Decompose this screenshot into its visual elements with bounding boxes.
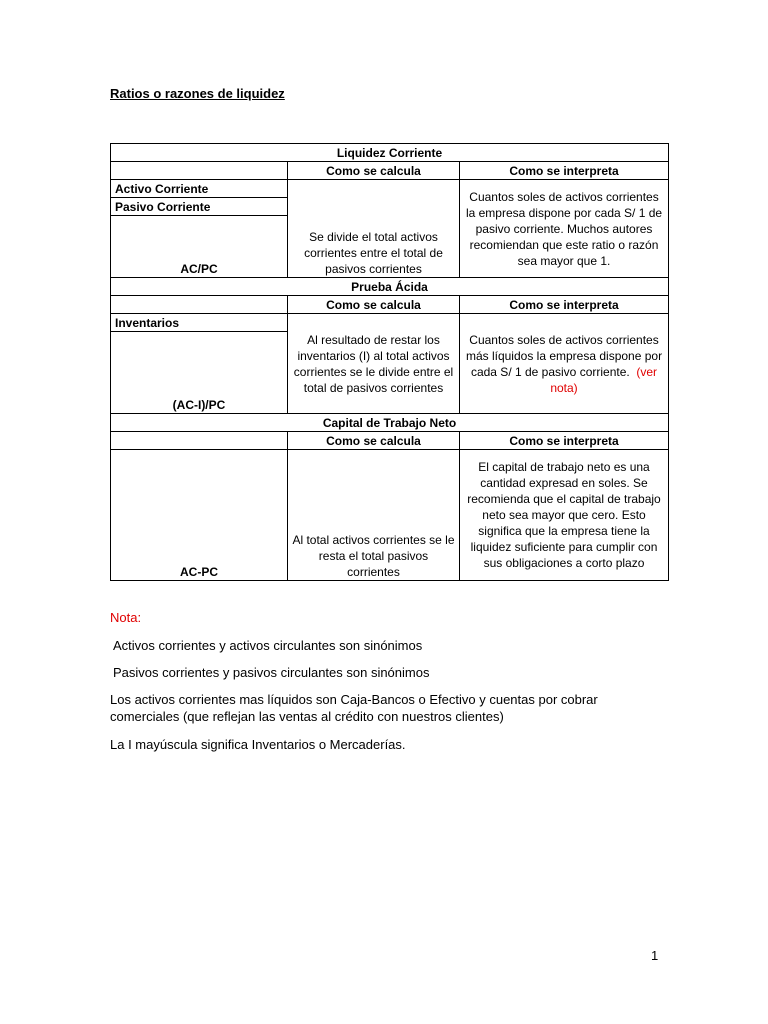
page-number: 1: [651, 948, 659, 963]
table-row: [111, 180, 669, 198]
formula-ac-pc-ratio: AC/PC: [111, 216, 288, 278]
section-header-prueba-acida: Prueba Ácida: [111, 278, 669, 296]
nota-line-1: Activos corrientes y activos circulantes son sinónimos: [113, 638, 423, 653]
column-header-como-se-interpreta: Como se interpreta: [460, 296, 669, 314]
section-header-liquidez-corriente: Liquidez Corriente: [111, 144, 669, 162]
calc-liquidez-corriente: Se divide el total activos corrientes entre el total de pasivos corrientes: [288, 180, 460, 278]
table-row: [111, 162, 669, 180]
column-header-como-se-calcula: Como se calcula: [288, 432, 460, 450]
column-header-como-se-calcula: Como se calcula: [288, 162, 460, 180]
label-pasivo-corriente: Pasivo Corriente: [111, 198, 288, 216]
section-header-capital-de-trabajo-neto: Capital de Trabajo Neto: [111, 414, 669, 432]
table-row: [111, 296, 669, 314]
nota-line-4: La I mayúscula significa Inventarios o Mercaderías.: [110, 737, 406, 752]
ver-nota-reference: (ver nota): [550, 364, 658, 395]
formula-ac-minus-pc: AC-PC: [111, 450, 288, 581]
table-row: [111, 144, 669, 162]
table-row: [111, 414, 669, 432]
document-title: Ratios o razones de liquidez: [110, 86, 285, 101]
column-header-como-se-interpreta: Como se interpreta: [460, 162, 669, 180]
calc-capital-de-trabajo-neto: Al total activos corrientes se le resta el total pasivos corrientes: [288, 450, 460, 581]
liquidity-ratios-table: [110, 143, 669, 581]
interp-capital-de-trabajo-neto: El capital de trabajo neto es una cantidad expresad en soles. Se recomienda que el capital de trabajo neto sea mayor que cero. Esto significa que la empresa tiene la liquidez suficiente para cumplir con sus obligaciones a corto plazo: [460, 450, 669, 581]
interp-prueba-acida: [460, 314, 669, 414]
column-header-como-se-calcula: Como se calcula: [288, 296, 460, 314]
nota-heading: Nota:: [110, 610, 142, 625]
calc-prueba-acida: Al resultado de restar los inventarios (I) al total activos corrientes se le divide entre el total de pasivos corrientes: [288, 314, 460, 414]
column-header-como-se-interpreta: Como se interpreta: [460, 432, 669, 450]
formula-ac-i-pc: (AC-I)/PC: [111, 332, 288, 414]
interp-prueba-acida-text: Cuantos soles de activos corrientes más líquidos la empresa dispone por cada S/ 1 de pasivo corriente.: [465, 332, 663, 379]
label-inventarios: Inventarios: [111, 314, 288, 332]
table-row: [111, 450, 669, 581]
empty-cell: [111, 296, 288, 314]
table-row: [111, 314, 669, 332]
empty-cell: [111, 162, 288, 180]
table-row: [111, 432, 669, 450]
nota-line-3: Los activos corrientes mas líquidos son Caja-Bancos o Efectivo y cuentas por cobrar comerciales (que reflejan las ventas al crédito con nuestros clientes): [110, 692, 598, 724]
nota-line-2: Pasivos corrientes y pasivos circulantes son sinónimos: [113, 665, 430, 680]
empty-cell: [111, 432, 288, 450]
table-row: [111, 278, 669, 296]
interp-liquidez-corriente: Cuantos soles de activos corrientes la empresa dispone por cada S/ 1 de pasivo corriente. Muchos autores recomiendan que este ratio o razón sea mayor que 1.: [460, 180, 669, 278]
label-activo-corriente: Activo Corriente: [111, 180, 288, 198]
